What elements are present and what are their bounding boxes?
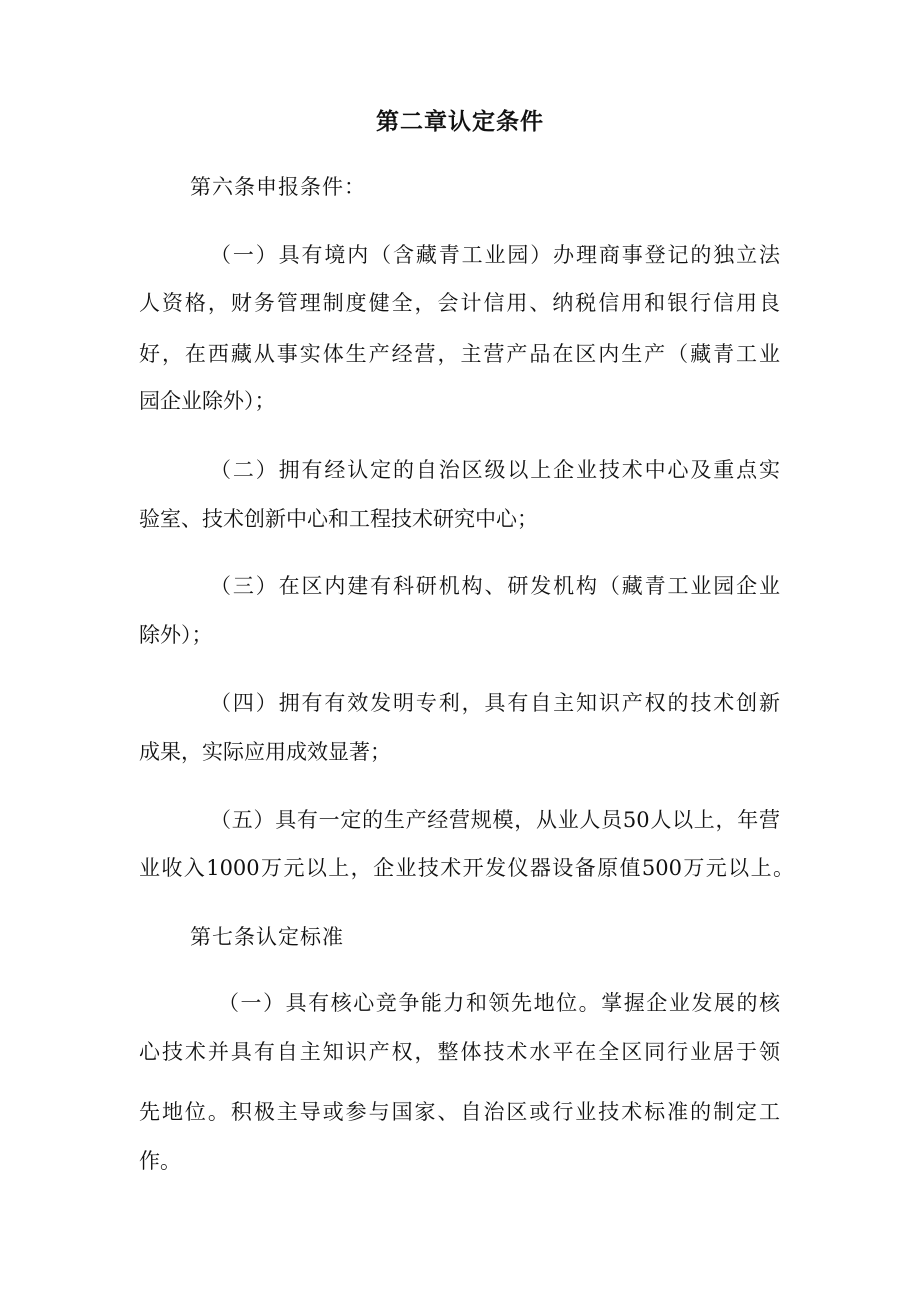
paragraph-line: 园企业除外）； xyxy=(139,389,276,413)
paragraph-line: 除外）； xyxy=(139,623,213,647)
paragraph-line: （二）拥有经认定的自治区级以上企业技术中心及重点实 xyxy=(210,458,780,482)
paragraph-line: （四）拥有有效发明专利，具有自主知识产权的技术创新 xyxy=(210,691,780,715)
paragraph-line: 人资格，财务管理制度健全，会计信用、纳税信用和银行信用良 xyxy=(139,291,780,315)
paragraph-line: （三）在区内建有科研机构、研发机构（藏青工业园企业 xyxy=(210,574,780,598)
paragraph-line: 验室、技术创新中心和工程技术研究中心； xyxy=(139,507,538,531)
paragraph-line: 好，在西藏从事实体生产经营，主营产品在区内生产（藏青工业 xyxy=(139,342,780,366)
paragraph-line: 先地位。积极主导或参与国家、自治区或行业技术标准的制定工 xyxy=(139,1100,780,1124)
paragraph-line: 作。 xyxy=(139,1149,181,1173)
paragraph-line: 心技术并具有自主知识产权，整体技术水平在全区同行业居于领 xyxy=(139,1040,780,1064)
paragraph-line: （一）具有核心竞争能力和领先地位。掌握企业发展的核 xyxy=(218,991,780,1015)
chapter-title: 第二章认定条件 xyxy=(376,109,544,135)
paragraph-line: 业收入1000万元以上，企业技术开发仪器设备原值500万元以上。 xyxy=(139,856,794,880)
paragraph-line: 成果，实际应用成效显著； xyxy=(139,740,391,764)
article-7-heading: 第七条认定标准 xyxy=(190,925,344,949)
article-6-heading: 第六条申报条件： xyxy=(190,175,366,199)
paragraph-line: （一）具有境内（含藏青工业园）办理商事登记的独立法 xyxy=(210,243,780,267)
paragraph-line: （五）具有一定的生产经营规模，从业人员50人以上，年营 xyxy=(210,808,780,832)
